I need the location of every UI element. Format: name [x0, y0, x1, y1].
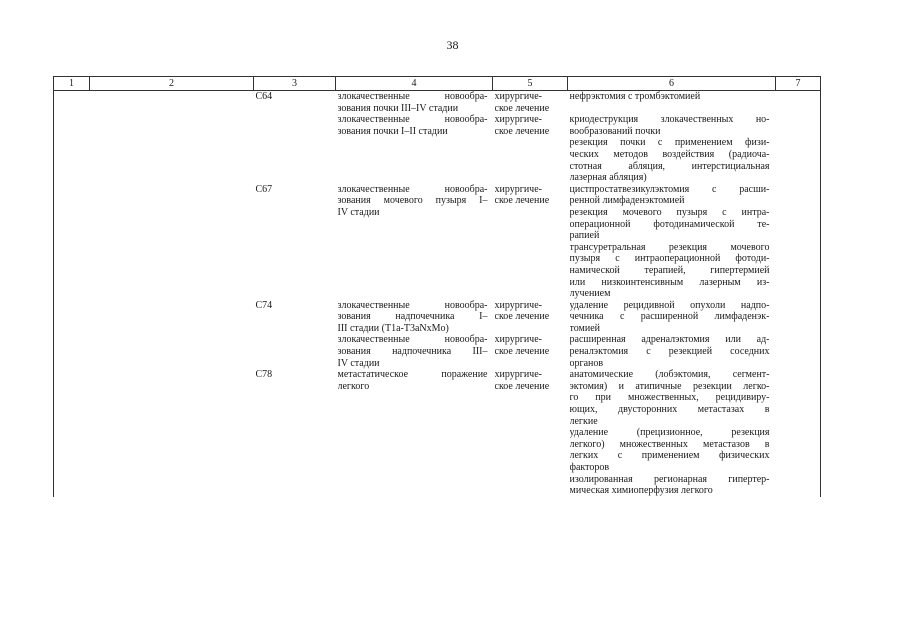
text-line: IV стадии: [337, 206, 380, 218]
icd-code-cell: [254, 369, 336, 497]
cell-col7: [776, 91, 821, 115]
icd-code: C64: [255, 91, 273, 102]
icd-code-cell: [254, 184, 336, 300]
method-entry: [570, 242, 776, 300]
table-row: [54, 91, 821, 115]
cell-col2: [90, 300, 254, 335]
method-entry: [570, 334, 776, 369]
text-line: зования надпочечника III–: [337, 346, 488, 358]
text-line: III стадии (T1a-T3aNxMo): [337, 322, 449, 334]
text-line: ское лечение: [494, 380, 550, 392]
icd-code-cell: [254, 334, 336, 369]
diagnosis-cell: [336, 334, 493, 369]
text-line: ческих методов воздействия (радиоча-: [569, 148, 770, 160]
method-entry: [570, 207, 776, 242]
table-row: [54, 114, 821, 184]
icd-code-cell: [254, 91, 336, 115]
text-line: томией: [569, 322, 601, 334]
text-line: метастатическое поражение: [337, 369, 488, 381]
text-line: хирургиче-: [494, 299, 542, 311]
text-line: злокачественные новообра-: [337, 183, 488, 195]
column-number-header: 5: [493, 77, 568, 91]
text-line: органов: [569, 357, 604, 369]
icd-code: C78: [255, 369, 273, 381]
text-line: нефрэктомия с тромбэктомией: [569, 91, 701, 102]
text-line: лазерная абляция): [569, 172, 647, 184]
method-entry: [570, 184, 776, 207]
text-line: злокачественные новообра-: [337, 299, 488, 311]
text-line: вообразований почки: [569, 125, 661, 137]
column-number-header: 3: [254, 77, 336, 91]
text-line: резекция мочевого пузыря с интра-: [569, 206, 770, 218]
method-cell: [568, 114, 776, 184]
text-line: хирургиче-: [494, 114, 542, 126]
method-cell: [568, 334, 776, 369]
text-line: хирургиче-: [494, 334, 542, 346]
text-line: или низкоинтенсивным лазерным из-: [569, 276, 770, 288]
cell-col1: [54, 91, 90, 115]
text-line: хирургиче-: [494, 91, 542, 102]
method-cell: [568, 300, 776, 335]
treatment-type-cell: [493, 334, 568, 369]
text-line: рапией: [569, 230, 600, 242]
diagnosis-cell: [336, 184, 493, 300]
cell-col2: [90, 184, 254, 300]
text-line: го при множественных, рецидивиру-: [569, 392, 770, 404]
cell-col1: [54, 334, 90, 369]
text-line: намической терапией, гипертермией: [569, 264, 770, 276]
text-line: злокачественные новообра-: [337, 334, 488, 346]
text-line: IV стадии: [337, 357, 380, 369]
column-number-header: 4: [336, 77, 493, 91]
text-line: легкие: [569, 415, 598, 427]
text-line: удаление (прецизионное, резекция: [569, 427, 770, 439]
text-line: криодеструкция злокачественных но-: [569, 114, 770, 126]
text-line: анатомические (лобэктомия, сегмент-: [569, 369, 770, 381]
table-row: [54, 184, 821, 300]
treatment-type-cell: [493, 91, 568, 115]
text-line: ское лечение: [494, 125, 550, 137]
text-line: стотная абляция, интерстициальная: [569, 160, 770, 172]
text-line: цистпростатвезикулэктомия с расши-: [569, 183, 770, 195]
text-line: легкого: [337, 380, 370, 392]
text-line: злокачественные новообра-: [337, 91, 488, 102]
table-row: [54, 300, 821, 335]
cell-col7: [776, 184, 821, 300]
column-number-header: 7: [776, 77, 821, 91]
text-line: лучением: [569, 288, 611, 300]
method-entry: [570, 369, 776, 427]
text-line: зования мочевого пузыря I–: [337, 195, 488, 207]
text-line: легкого) множественных метастазов в: [569, 438, 770, 450]
text-line: злокачественные новообра-: [337, 114, 488, 126]
text-line: реналэктомия с резекцией соседних: [569, 346, 770, 358]
text-line: расширенная адреналэктомия или ад-: [569, 334, 770, 346]
icd-code: C74: [255, 299, 273, 311]
cell-col2: [90, 369, 254, 497]
icd-code-cell: [254, 114, 336, 184]
method-cell: [568, 369, 776, 497]
text-line: зования почки III–IV стадии: [337, 102, 459, 114]
text-line: зования почки I–II стадии: [337, 125, 448, 137]
text-line: зования надпочечника I–: [337, 311, 488, 323]
text-line: ское лечение: [494, 346, 550, 358]
diagnosis-cell: [336, 369, 493, 497]
text-line: ющих, двусторонних метастазах в: [569, 404, 770, 416]
text-line: ренной лимфаденэктомией: [569, 195, 685, 207]
text-line: хирургиче-: [494, 183, 542, 195]
treatment-type-cell: [493, 184, 568, 300]
method-entry: [570, 91, 776, 103]
method-entry: [570, 137, 776, 183]
cell-col7: [776, 369, 821, 497]
cell-col1: [54, 369, 90, 497]
medical-procedures-table: [53, 76, 821, 497]
column-number-header: 1: [54, 77, 90, 91]
treatment-type-cell: [493, 114, 568, 184]
method-cell: [568, 91, 776, 115]
page-number: 38: [446, 38, 459, 52]
text-line: резекция почки с применением физи-: [569, 137, 770, 149]
method-entry: [570, 474, 776, 497]
diagnosis-cell: [336, 114, 493, 184]
method-entry: [570, 300, 776, 335]
text-line: эктомия) и атипичные резекции легко-: [569, 380, 770, 392]
method-entry: [570, 427, 776, 473]
cell-col1: [54, 184, 90, 300]
text-line: трансуретральная резекция мочевого: [569, 241, 770, 253]
text-line: факторов: [569, 462, 610, 473]
cell-col7: [776, 300, 821, 335]
column-number-header: 6: [568, 77, 776, 91]
text-line: легких с применением физических: [569, 450, 770, 462]
treatment-type-cell: [493, 369, 568, 497]
table-row: [54, 369, 821, 497]
cell-col2: [90, 114, 254, 184]
text-line: ское лечение: [494, 311, 550, 323]
text-line: операционной фотодинамической те-: [569, 218, 770, 230]
cell-col1: [54, 300, 90, 335]
diagnosis-cell: [336, 300, 493, 335]
icd-code-cell: [254, 300, 336, 335]
diagnosis-cell: [336, 91, 493, 115]
text-line: ское лечение: [494, 102, 550, 114]
table-row: [54, 334, 821, 369]
text-line: мическая химиоперфузия легкого: [569, 485, 713, 497]
text-line: удаление рецидивной опухоли надпо-: [569, 299, 770, 311]
cell-col1: [54, 114, 90, 184]
method-cell: [568, 184, 776, 300]
treatment-type-cell: [493, 300, 568, 335]
table-body: [54, 91, 821, 497]
table-header-row: [54, 77, 821, 91]
cell-col2: [90, 91, 254, 115]
text-line: ское лечение: [494, 195, 550, 207]
icd-code: C67: [255, 183, 273, 195]
cell-col7: [776, 114, 821, 184]
text-line: хирургиче-: [494, 369, 542, 381]
cell-col2: [90, 334, 254, 369]
cell-col7: [776, 334, 821, 369]
column-number-header: 2: [90, 77, 254, 91]
text-line: чечника с расширенной лимфаденэк-: [569, 311, 770, 323]
method-entry: [570, 114, 776, 137]
text-line: пузыря с интраоперационной фотоди-: [569, 253, 770, 265]
text-line: изолированная регионарная гипертер-: [569, 473, 770, 485]
